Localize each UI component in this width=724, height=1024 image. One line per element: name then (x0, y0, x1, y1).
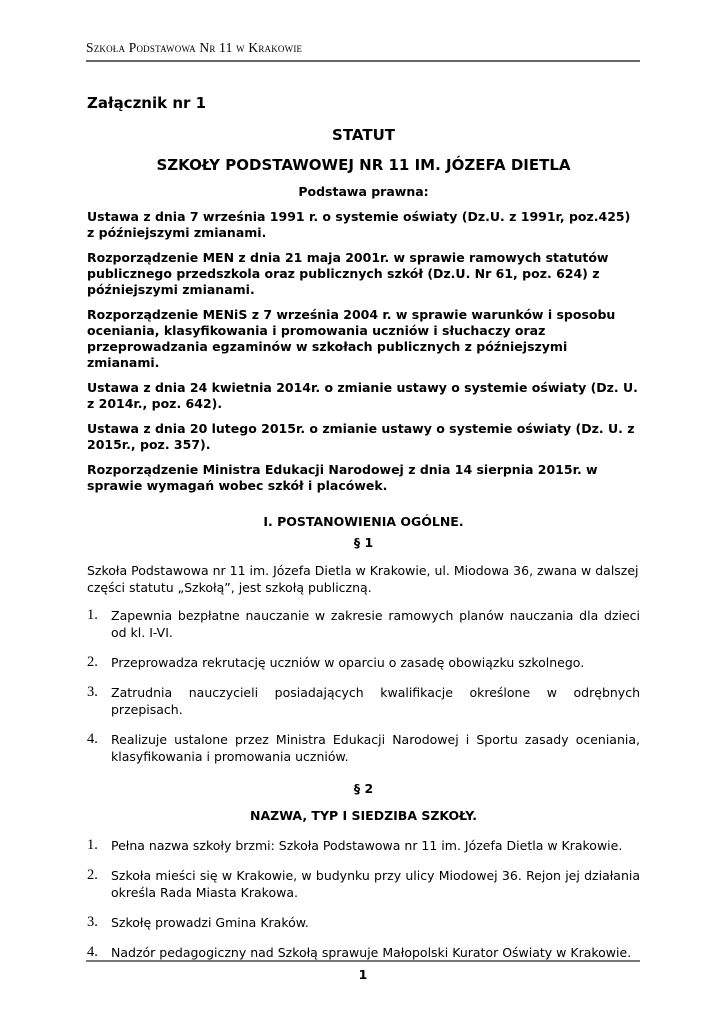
section2-list (87, 837, 640, 961)
paragraph-mark: § 2 (353, 781, 374, 796)
document-subtitle: SZKOŁY PODSTAWOWEJ NR 11 IM. JÓZEFA DIETLA (156, 156, 571, 174)
section-heading: I. POSTANOWIENIA OGÓLNE. (263, 514, 464, 529)
running-header: Szkoła Podstawowa Nr 11 w Krakowie (86, 40, 640, 62)
list-item: 4. Realizuje ustalone przez Ministra Edukacji Narodowej i Sportu zasady oceniania, klasyfikowania i promowania uczniów. (87, 731, 640, 764)
section1-list (87, 607, 640, 765)
legal-basis-heading: Podstawa prawna: (298, 184, 429, 199)
legal-basis-item: Ustawa z dnia 7 września 1991 r. o systemie oświaty (Dz.U. z 1991r, poz.425) z późniejszymi zmianami. (87, 209, 631, 240)
list-item: 3. Szkołę prowadzi Gmina Kraków. (87, 914, 309, 930)
legal-basis-item: Rozporządzenie MEN z dnia 21 maja 2001r. w sprawie ramowych statutów publicznego przedszkola oraz publicznych szkół (Dz.U. Nr 61, poz. 624) z późniejszymi zmianami. (87, 250, 609, 297)
document-body (87, 94, 640, 974)
page-number: 1 (358, 967, 368, 982)
legal-basis-item: Rozporządzenie MENiS z 7 września 2004 r. w sprawie warunków i sposobu oceniania, klasyfikowania i promowania uczniów i słuchaczy oraz przeprowadzania egzaminów w szkołach publicznych z późniejszymi zmianami. (87, 307, 616, 370)
annex-label: Załącznik nr 1 (87, 94, 207, 112)
legal-basis-item: Rozporządzenie Ministra Edukacji Narodowej z dnia 14 sierpnia 2015r. w sprawie wymagań wobec szkół i placówek. (87, 462, 598, 493)
list-item: 1. Zapewnia bezpłatne nauczanie w zakresie ramowych planów nauczania dla dzieci od kl. I-VI. (87, 607, 640, 640)
footer-divider (86, 960, 640, 962)
list-item: 2. Szkoła mieści się w Krakowie, w budynku przy ulicy Miodowej 36. Rejon jej działania określa Rada Miasta Krakowa. (87, 867, 640, 900)
paragraph-mark: § 1 (353, 535, 374, 550)
document-title: STATUT (332, 126, 395, 144)
list-item: 4. Nadzór pedagogiczny nad Szkołą sprawuje Małopolski Kurator Oświaty w Krakowie. (87, 944, 632, 960)
list-item: 3. Zatrudnia nauczycieli posiadających kwalifikacje określone w odrębnych przepisach. (87, 684, 640, 717)
list-item: 1. Pełna nazwa szkoły brzmi: Szkoła Podstawowa nr 11 im. Józefa Dietla w Krakowie. (87, 837, 623, 853)
section-heading: NAZWA, TYP I SIEDZIBA SZKOŁY. (250, 808, 477, 823)
legal-basis-item: Ustawa z dnia 24 kwietnia 2014r. o zmianie ustawy o systemie oświaty (Dz. U. z 2014r., poz. 642). (87, 380, 638, 411)
list-item: 2. Przeprowadza rekrutację uczniów w oparciu o zasadę obowiązku szkolnego. (87, 654, 585, 670)
legal-basis-item: Ustawa z dnia 20 lutego 2015r. o zmianie ustawy o systemie oświaty (Dz. U. z 2015r., poz. 357). (87, 421, 635, 452)
section-intro: Szkoła Podstawowa nr 11 im. Józefa Dietla w Krakowie, ul. Miodowa 36, zwana w dalszej części statutu „Szkołą”, jest szkołą publiczną. (87, 563, 639, 595)
